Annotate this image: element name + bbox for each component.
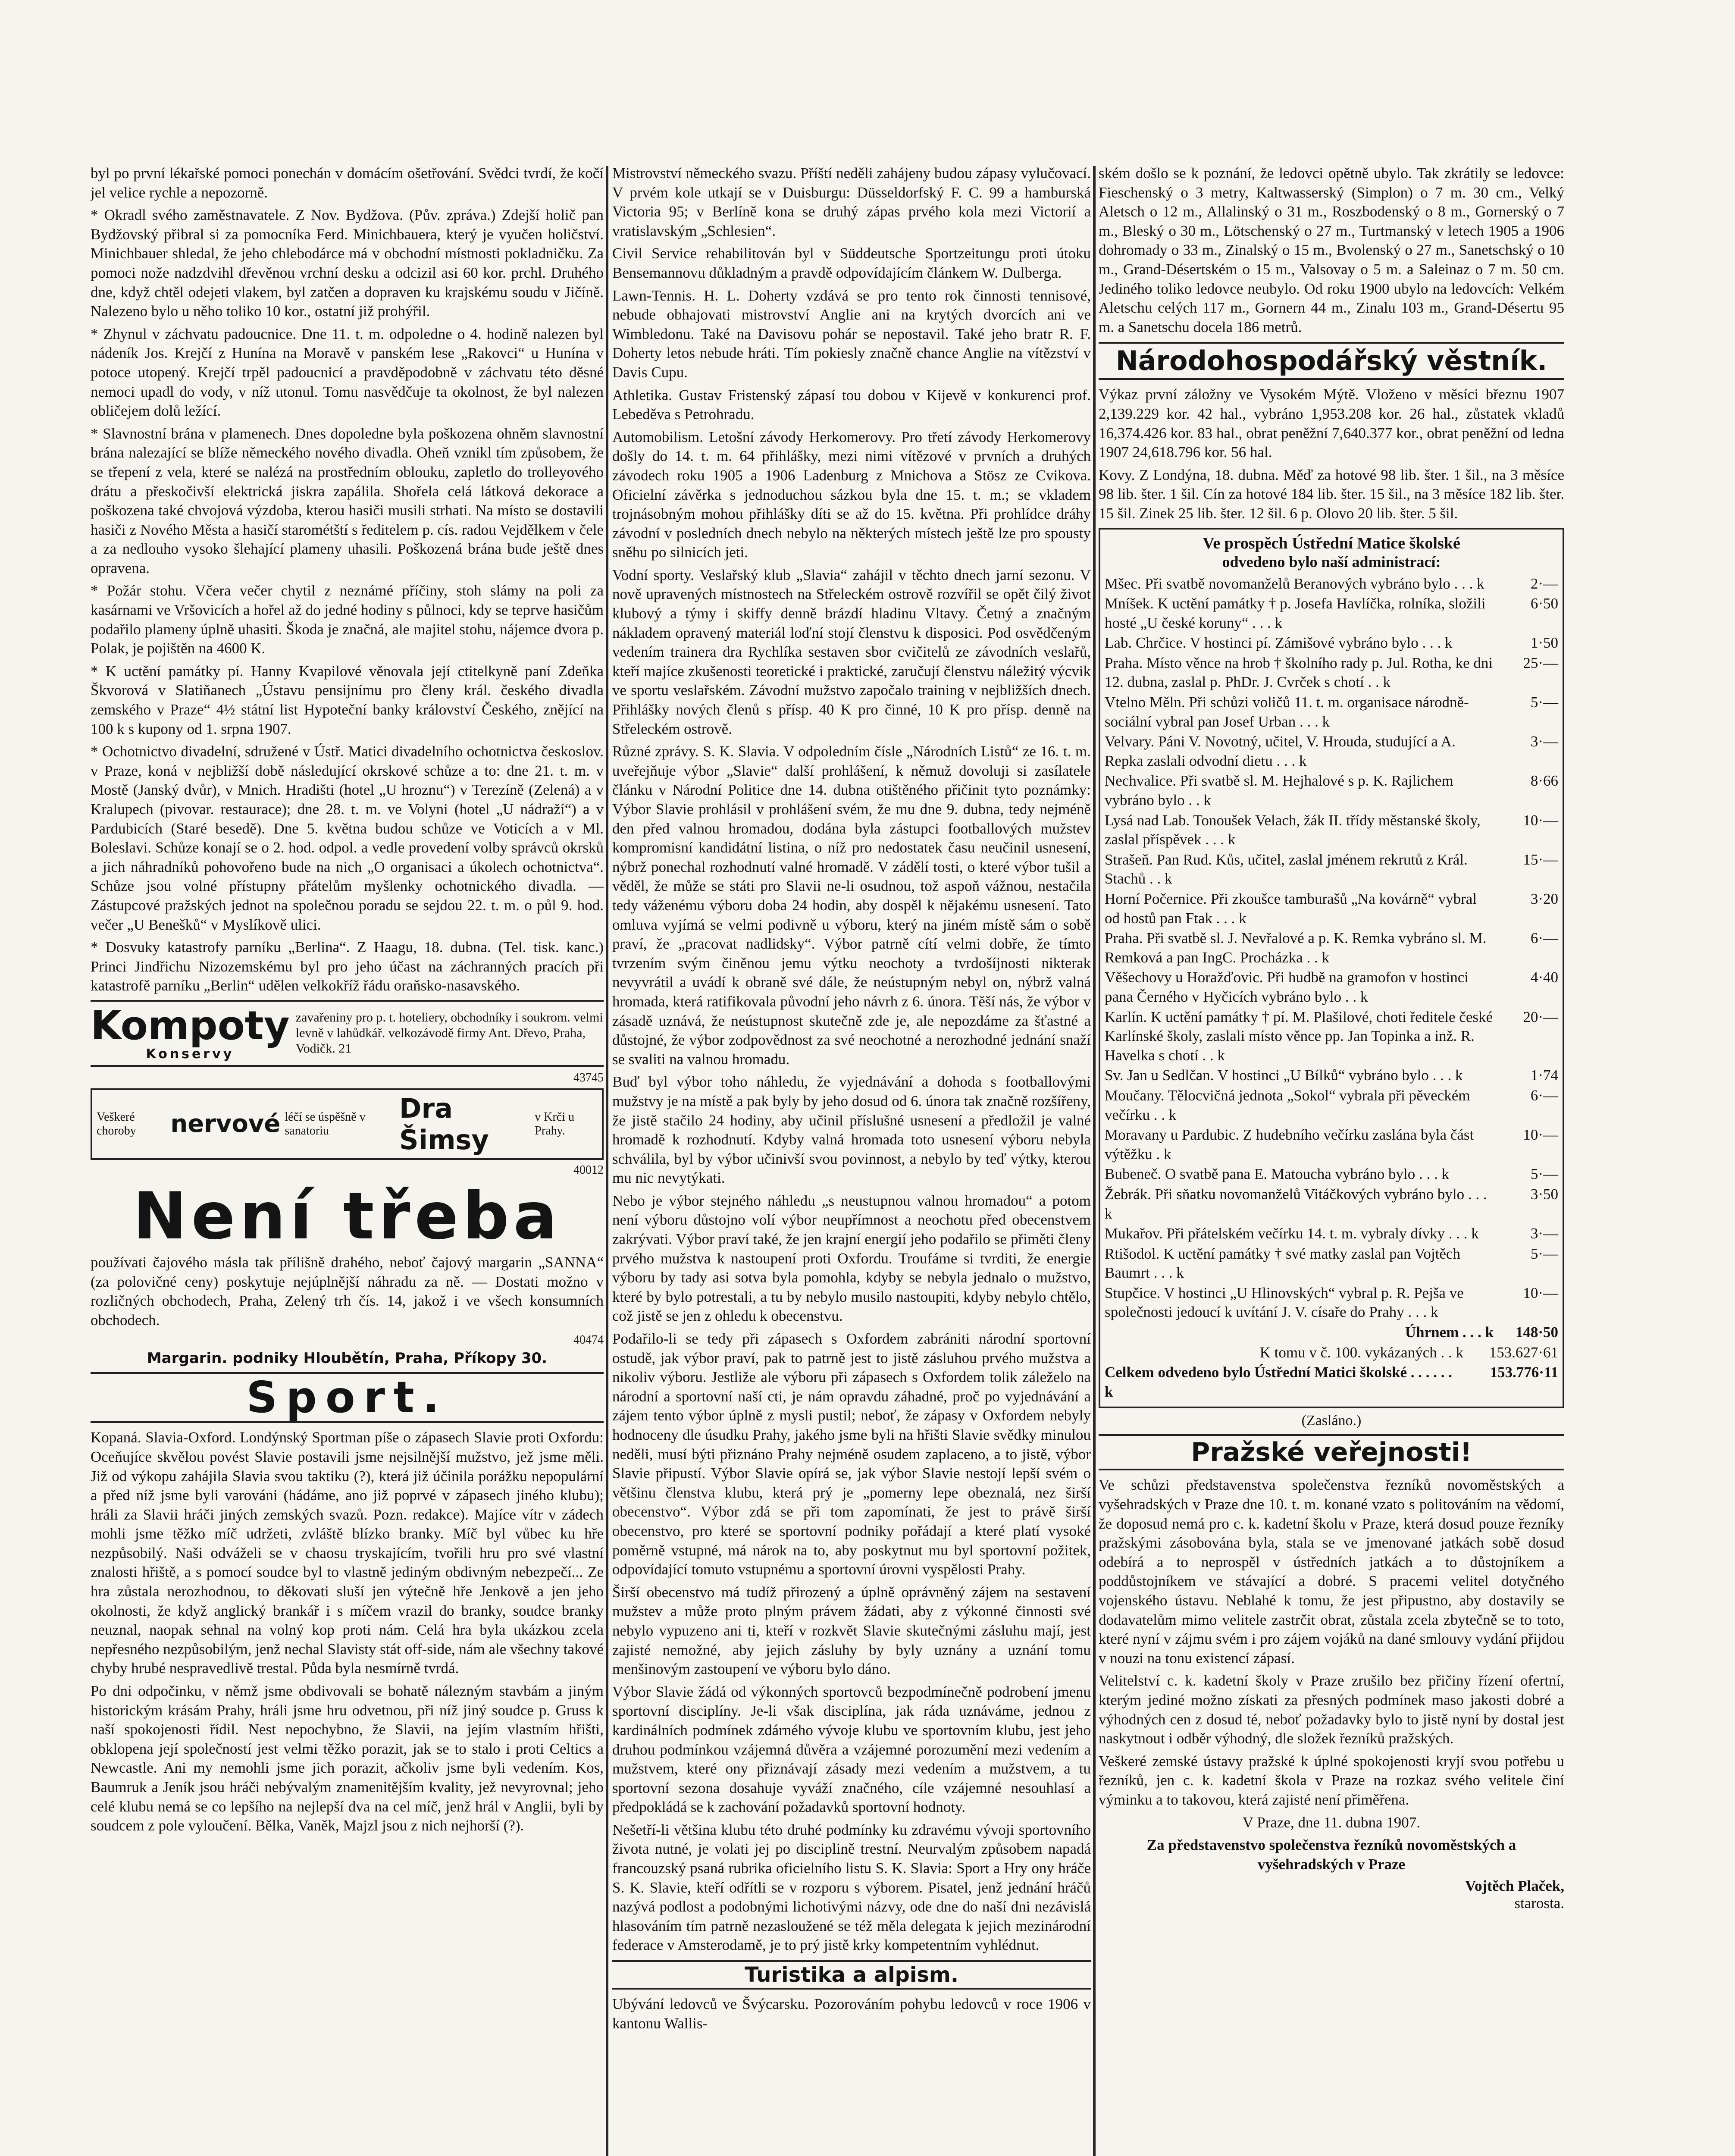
donation-text: Bubeneč. O svatbě pana E. Matoucha vybráno bylo . . . k	[1105, 1166, 1449, 1183]
donation-amount: 3·—	[1530, 733, 1558, 750]
article-text: Mistrovství německého svazu. Příští neděli zahájeny budou zápasy vylučovací. V prvém kole utkají se v Duisburgu: Düsseldorfský F. C. 99 a hamburská Victoria 95; v Berlíně kona se druhý zápas prvého kola mezi Victorií a vratislavským „Schlesien“.	[612, 165, 1091, 239]
ad-text: zavařeniny pro p. t. hoteliery, obchodníky i soukrom. velmi levně v lahůdkář. velkozávodě firmy Ant. Dřevo, Praha, Vodičk. 21	[295, 1010, 603, 1056]
donation-amount: 1·50	[1530, 634, 1558, 652]
ad-name: Dra Šimsy	[399, 1092, 489, 1156]
list-heading: Ve prospěch Ústřední Matice školské	[1203, 534, 1460, 552]
donation-amount: 6·—	[1530, 1087, 1558, 1104]
section-heading-turistika: Turistika a alpism.	[612, 1960, 1091, 1990]
donation-amount: 1·74	[1530, 1067, 1558, 1084]
donation-items	[1105, 574, 1558, 1322]
donation-text: Strašeň. Pan Rud. Kůs, učitel, zaslal jménem rekrutů z Král. Stachů . . k	[1105, 851, 1468, 887]
donation-row	[1105, 594, 1558, 633]
donation-text: Věšechovy u Horažďovic. Při hudbě na gramofon v hostinci pana Černého v Hyčicích vybráno bylo . . k	[1105, 969, 1469, 1005]
donation-amount: 20·—	[1523, 1008, 1558, 1025]
article-text: Buď byl výbor toho náhledu, že vyjednávání a dohoda s footballovými mužstvy je na místě a pak byly by jeho dosud od 6. února tak značně rozšířeny, že jistě stačilo 24 hodiny, aby učinil příslušné usnesení a předložil je valné hromadě k rozhodnutí. Kdyby valná hromada toto usnesení výboru nebyla schválila, byl by výbor učinivší svou povinnost, a nebylo by teď výtky, kterou mu nic nevytýkati.	[612, 1073, 1091, 1187]
donation-row	[1105, 1284, 1558, 1322]
donation-row	[1105, 890, 1558, 928]
signature-org: Za představenstvo společenstva řezníků novoměstských a vyšehradských v Praze	[1146, 1836, 1516, 1873]
previous-row	[1105, 1343, 1558, 1363]
date-line: V Praze, dne 11. dubna 1907.	[1242, 1814, 1421, 1831]
donation-amount: 6·—	[1530, 930, 1558, 947]
column-1	[91, 164, 604, 2156]
donation-text: Žebrák. Při sňatku novomanželů Vitáčkových vybráno bylo . . . k	[1105, 1185, 1487, 1222]
donation-text: Moučany. Tělocvičná jednota „Sokol“ vybrala při pěveckém večírku . . k	[1105, 1087, 1470, 1123]
ad-title: Není třeba	[133, 1178, 561, 1254]
donation-row	[1105, 1185, 1558, 1223]
article-text: Velitelství c. k. kadetní školy v Praze zrušilo bez přičiny řízení ofertní, kterým jediné možno získati za přesných podmínek maso jakosti dobré a výhodných cen z dosud té, neboť požadavky bylo to jistě nyní by dostal jest naskytnout i odběr výhodný, dle složek řezníků pražských.	[1099, 1672, 1564, 1747]
article-text: * Zhynul v záchvatu padoucnice. Dne 11. t. m. odpoledne o 4. hodině nalezen byl nádeník Jos. Krejčí z Hunína na Moravě v panském lese „Rakovci“ u Hunína v potoce utopený. Krejčí trpěl padoucnicí a pravděpodobně v záchvatu této děsné nemoci upadl do vody, v níž utonul. Tomu nasvědčuje ta okolnost, že byl nalezen obličejem dolů ležící.	[91, 325, 604, 420]
article-text: Vodní sporty. Veslařský klub „Slavia“ zahájil v těchto dnech jarní sezonu. V nově upravených místnostech na Střeleckém ostrově rozvířil se opět čilý život klubový a týmy i skiffy denně brázdí hladinu Vltavy. Četný a značným nákladem opravený materiál loďní stojí členstvu k disposici. Pod osvědčeným vedením trainera dra Rychlíka sestaven sbor cvičitelů ze závodních veslařů, kteří majíce zkušenosti teoretické i praktické, zaručují členstvu náležitý výcvik ve sportu veslařském. Závodní mužstvo započalo training v nejbližších dnech. Přihlášky nových členů s přísp. 40 K pro činné, 10 K pro přísp. denně na Střeleckém ostrově.	[612, 566, 1091, 737]
column-3	[1099, 164, 1564, 2156]
grand-total-row	[1105, 1363, 1558, 1401]
article-text: * Dosvuky katastrofy parníku „Berlina“. Z Haagu, 18. dubna. (Tel. tisk. kanc.) Princi Jindřichu Nizozemskému byl pro jeho účast na záchranných pracích při katastrofě parníku „Berlin“ udělen velkokříž řádu oraňsko-nasavského.	[91, 939, 604, 994]
ad-text: léčí se úspěšně v sanatoriu	[285, 1110, 366, 1138]
donation-row	[1105, 1008, 1558, 1065]
donation-text: Mukařov. Při přátelském večírku 14. t. m. vybraly dívky . . . k	[1105, 1225, 1479, 1242]
zaslano-label: (Zasláno.)	[1301, 1413, 1362, 1429]
article-text: Ubývání ledovců ve Švýcarsku. Pozorováním pohybu ledovců v roce 1906 v kantonu Wallis-	[612, 1996, 1091, 2032]
donation-row	[1105, 693, 1558, 731]
donation-text: Nechvalice. Při svatbě sl. M. Hejhalové s p. K. Rajlichem vybráno bylo . . k	[1105, 772, 1453, 809]
grand-total-amount: 153.776·11	[1490, 1364, 1558, 1381]
total-row	[1105, 1323, 1558, 1342]
previous-label: K tomu v č. 100. vykázaných . . k	[1259, 1344, 1463, 1361]
ad-number: 40012	[573, 1163, 604, 1177]
article-text: Automobilism. Letošní závody Herkomerovy. Pro třetí závody Herkomerovy došly do 14. t. m. 64 přihlášky, mezi nimi vítězové v prvních a druhých závodech roku 1905 a 1906 Ladenburg z Mnichova a Stösz ze Cvikova. Oficielní závěrka s jednoduchou sázkou byla dne 15. t. m.; se vkladem trojnásobným mohou přihlášky díti se až do 15. května. Při prohlídce dráhy závodní v posledních dnech nebylo na některých místech ještě lze pro spousty sněhu po silnicích jeti.	[612, 428, 1091, 561]
donation-text: Praha. Při svatbě sl. J. Nevřalové a p. K. Remka vybráno sl. M. Remková a pan IngC. Procházka . . k	[1105, 930, 1487, 966]
article-text: * Slavnostní brána v plamenech. Dnes dopoledne byla poškozena ohněm slavnostní brána nalezající se blíže německého nového divadla. Oheň vznikl tím způsobem, že se třepení z vela, které se nalézá na prostředním oblouku, zapletlo do trolleyového drátu a přeskočivší elektrická jiskra zapálila. Shořela celá látková dekorace a poškozena také chvojová výzdoba, kterou hasiči musili strhati. Na místo se dostavili hasiči z Nového Města a hasičí starométští s ředitelem p. cís. radou Vejdělkem v čele a za nedlouho vysoko šlehající plameny uhasili. Poškozená brána bude ještě dnes opravena.	[91, 425, 604, 577]
section-heading-prazske: Pražské veřejnosti!	[1099, 1434, 1564, 1470]
article-text: * K uctění památky pí. Hanny Kvapilové věnovala její ctitelkyně paní Zdeňka Škvorová v Slatiňanech „Ústavu pensijnímu pro členy král. českého divadla zemského v Praze“ 4½ státní list Hypoteční banky království Českého, znějící na 100 k s kupony od 1. srpna 1907.	[91, 662, 604, 737]
article-text: Nebo je výbor stejného náhledu „s neustupnou valnou hromadou“ a potom není výboru důstojno volí výbor neupřímnost a neochotu před obecenstvem zakrývati. Výbor praví také, že jen krajní energií jeho podařilo se přiměti členy prvého mužstva k nastoupení proti Oxfordu. Troufáme si tvrditi, že energie výboru by tady asi sotva byla pomohla, kdyby se nebyla jednalo o mužstvo, které by bylo potrestali, a tu by nebylo musilo nastoupiti, kdyby nebylo chtělo, což jistě se jen z ohledu k obecenstvu.	[612, 1192, 1091, 1325]
ad-text: používati čajového másla tak přílišně drahého, neboť čajový margarin „SANNA“ (za polovičné ceny) poskytuje nejúplnější náhradu za ně. — Dostati možno v rozličných obchodech, Praha, Zelený trh čís. 14, jakož i ve všech konsumních obchodech.	[91, 1253, 604, 1329]
donation-amount: 6·50	[1530, 595, 1558, 612]
article-text: Výbor Slavie žádá od výkonných sportovců bezpodmínečně podrobení jmenu sportovní disciplíny. Je-li však disciplína, jak ráda uznáváme, jednou z kardinálních podmínek zdárného vývoje klubu ve sportovním klubu, jest jeho druhou podmínkou vzájemná důvěra a vzájemné porozumění mezi vedením a mužstvem, které ony přiznávají zásady mezi vedením a mužstvem, a tu sportovní sezona dosahuje vyváží značného, cíle vzájemné nesouhlasí a předpokládá se k zachování požadavků sportovní hodnoty.	[612, 1683, 1091, 1816]
article-text: Civil Service rehabilitován byl v Süddeutsche Sportzeitungu proti útoku Bensemannovu důkladným a pravdě odpovídajícím článkem W. Dulberga.	[612, 245, 1091, 281]
signature-title: starosta.	[1514, 1895, 1564, 1912]
donation-amount: 10·—	[1523, 1284, 1558, 1301]
advertisement-kompoty	[91, 1000, 604, 1067]
article-text: * Ochotnictvo divadelní, sdružené v Ústř. Matici divadelního ochotnictva českoslov. v Praze, koná v nejbližší době následující okrskové schůze a to: dne 21. t. m. v Mostě (Janský dvůr), v Mnich. Hradišti (hotel „U hroznu“) v Terezíně (Zelená) a v Kralupech (pivovar. restaurace); dne 28. t. m. ve Volyni (hotel „U nádraží“) a v Pardubicích (Staré besedě). Dne 5. května budou schůze ve Voticích a v Ml. Boleslavi. Schůze konají se o 2. hod. odpol. a vedle provedení volby správců okrsků a jich náhradníků pohovořeno bude na nich „O organisaci a úkolech ochotnictva“. Schůze jsou volné přístupny přátelům myšlenky ochotnického divadla. — Zástupcové pražských jednot na společnou poradu se sejdou 22. t. m. o půl 9. hod. večer „U Benešků“ v Myslíkově ulici.	[91, 743, 604, 933]
ad-text: v Krči u Prahy.	[535, 1110, 575, 1138]
section-heading-sport: Sport.	[91, 1372, 604, 1423]
donation-row	[1105, 771, 1558, 810]
ad-subtitle: Konservy	[146, 1046, 235, 1062]
list-subheading: odvedeno bylo naší administrací:	[1222, 553, 1441, 570]
section-heading-narodohospodarsky: Národohospodářský věstník.	[1099, 342, 1564, 380]
donation-text: Horní Počernice. Při zkoušce tamburašů „Na kovárně“ vybral od hostů pan Ftak . . . k	[1105, 890, 1477, 927]
total-amount: 148·50	[1515, 1324, 1558, 1341]
donation-amount: 3·50	[1530, 1185, 1558, 1203]
ad-text: Veškeré choroby	[97, 1110, 136, 1138]
article-text: * Okradl svého zaměstnavatele. Z Nov. Bydžova. (Pův. zpráva.) Zdejší holič pan Bydžovský přibral si za pomocníka Ferd. Minichbauera, který je vyučen holičství. Minichbauer shledal, že jeho chlebodárce má v obchodní místnosti pokladničku. Za pomoci nože nadzdvihl dřevěnou vrchní desku a odcizil asi 60 kor. prchl. Druhého dne, když chtěl odejeti vlakem, byl zatčen a dopraven ku krajskému soudu v Jičíně. Nalezeno bylo u něho toliko 10 kor., ostatní již prohýřil.	[91, 207, 604, 320]
donation-amount: 5·—	[1530, 1166, 1558, 1183]
donation-text: Sv. Jan u Sedlčan. V hostinci „U Bílků“ vybráno bylo . . . k	[1105, 1067, 1463, 1084]
article-text: Po dni odpočinku, v němž jsme obdivovali se bohatě nálezným stavbám a jiným historickým krásám Prahy, hráli jsme hru odvetnou, při níž jiný soudce p. Gruss k naší spokojenosti řídil. Nest nepochybno, že Slavii, na jejím vlastním hřišti, obklopena její společností jest velmi těžko porazit, jak se to stalo i proti Celtics a Newcastle. Ani my nemohli jsme jich porazit, ačkoliv jsme byli vedením. Kos, Baumruk a Jeník jsou hráči nebývalým znamenitějším kvality, jež nevyrovnal; jeho celé klubu nemá se co lepšího na nejlepší dva na cel míč, jenž hrál v Anglii, byli by soudcem z pole vyloučení. Bělka, Vaněk, Majzl jsou z nich nejhorší (?).	[91, 1683, 604, 1834]
donation-text: Rtišodol. K uctění památky † své matky zaslal pan Vojtěch Baumrt . . . k	[1105, 1245, 1460, 1282]
donation-amount: 5·—	[1530, 1245, 1558, 1262]
donation-row	[1105, 929, 1558, 967]
article-text: Athletika. Gustav Fristenský zápasí tou dobou v Kijevě v konkurenci prof. Lebeděva s Petrohradu.	[612, 386, 1091, 423]
donation-row	[1105, 1244, 1558, 1283]
article-text: Lawn-Tennis. H. L. Doherty vzdává se pro tento rok činnosti tennisové, nebude obhajovati mistrovství Anglie ani na krytých dvorcích ani ve Wimbledonu. Také na Davisovu pohár se nepostavil. Také jeho bratr R. F. Doherty letos nebude hráti. Tím pokiesly značně chance Anglie na vítězství v Davis Cupu.	[612, 287, 1091, 381]
donation-row	[1105, 968, 1558, 1006]
donation-amount: 3·—	[1530, 1225, 1558, 1242]
donation-row	[1105, 1086, 1558, 1125]
ad-highlight: nervové	[170, 1110, 281, 1138]
donation-text: Moravany u Pardubic. Z hudebního večírku zaslána byla část výtěžku . k	[1105, 1126, 1474, 1163]
ad-number: 43745	[573, 1071, 604, 1084]
advertisement-sanatorium	[91, 1088, 604, 1160]
donation-row	[1105, 1125, 1558, 1164]
article-text: Ve schůzi představenstva společenstva řezníků novoměstských a vyšehradských v Praze dne 10. t. m. konané vzato s politováním na vědomí, že doposud nemá pro c. k. kadetní školu v Praze, která dosud pouze řezníky pražskými zásobována byla, stala se ve jmenované jatkách sobě dosud odebírá a to neprospěl v ústředních jatkách a to důstojníkem a poddůstojníkem ve stávající a dobré. S pracemi velitel dotyčného vojenského ústavu. Neblahé k tomu, že jest připustno, aby dostavily se dodavatelům mimo velitele zastrčit obrat, zůstala zcela zbytečně se to toto, které nyní v zájmu svém i pro zájem vojáků na dané smlouvy vydání přijdou v nouzi na tonu existencí zápasí.	[1099, 1476, 1564, 1667]
article-text: Různé zprávy. S. K. Slavia. V odpoledním čísle „Národních Listů“ ze 16. t. m. uveřejňuje výbor „Slavie“ další prohlášení, k němuž dovoluji si zasílatele článku v Národní Politice dne 14. dubna otištěného přičinit tyto poznámky: Výbor Slavie prohlásil v prohlášení svém, že mu dne 9. dubna, tedy nejméně den před valnou hromadou, dodána byla zástupci footballových mužstev kompromisní kandidátní listina, o níž pro nedostatek času neučinil usnesení, nýbrž ponechal rozhodnutí valné hromadě. V zádělí tosti, o které výbor tušil a věděl, že může se státi pro Slavii ne-li osudnou, tož aspoň vážnou, nestačila tedy váženému výboru doba 24 hodin, aby dospěl k nějakému usnesení. Tato omluva vyjímá se velmi podivně u výboru, který na jiném místě sám o sobě praví, že „pracovat nadlidsky“. Výbor patrně cítí velmi dobře, že tímto tvrzením svým činěnou jemu výtku neochoty a tvrdošíjnosti nikterak nevyvrátil a uvádí k obraně své dále, že neústupným nebyl on, nýbrž valná hromada, která ratifikovala původní jeho návrh z 6. února. Těší nás, že výbor v zásadě uznává, že neústupnost skutečně zde je, ale nepozdáme za šťastné a důstojné, že výbor zodpovědnost za své neochotné a nerozhodné jednání snaží se svaliti na valnou hromadu.	[612, 743, 1091, 1068]
donation-amount: 10·—	[1523, 812, 1558, 829]
article-text: * Požár stohu. Včera večer chytil z neznámé příčiny, stoh slámy na poli za kasárnami ve Vršovicích a hořel až do jedné hodiny s půlnoci, kdy se teprve hasičům podařilo plameny úplně uhasiti. Škoda je značná, ale majitel stohu, nájemce dvora p. Polak, je pojištěn na 4600 K.	[91, 582, 604, 657]
total-label: Úhrnem . . . k	[1405, 1324, 1494, 1341]
column-rule	[1093, 166, 1096, 2156]
donation-text: Stupčice. V hostinci „U Hlinovských“ vybral p. R. Pejša ve společnosti jedoucí k uvítání J. V. císaře do Prahy . . . k	[1105, 1284, 1464, 1321]
donation-amount: 4·40	[1530, 969, 1558, 986]
donation-row	[1105, 850, 1558, 889]
grand-total-label: Celkem odvedeno bylo Ústřední Matici školské . . . . . . k	[1105, 1364, 1452, 1400]
donation-row	[1105, 1165, 1558, 1184]
donation-list	[1099, 528, 1564, 1409]
donation-text: Lab. Chrčice. V hostinci pí. Zámišové vybráno bylo . . . k	[1105, 634, 1453, 652]
donation-row	[1105, 1224, 1558, 1244]
donation-row	[1105, 811, 1558, 849]
previous-amount: 153.627·61	[1489, 1344, 1558, 1361]
donation-amount: 5·—	[1530, 694, 1558, 711]
column-rule	[606, 166, 608, 2156]
donation-text: Karlín. K uctění památky † pí. M. Plašilové, choti ředitele české Karlínské školy, zaslali místo věnce pp. Jan Topinka a inž. R. Havelka s chotí . . k	[1105, 1008, 1493, 1064]
donation-row	[1105, 574, 1558, 594]
donation-amount: 8·66	[1530, 772, 1558, 790]
donation-text: Velvary. Páni V. Novotný, učitel, V. Hrouda, studující a A. Repka zaslali odvodní dietu . . . k	[1105, 733, 1456, 769]
article-text: Podařilo-li se tedy při zápasech s Oxfordem zabrániti národní sportovní ostudě, jak výbor praví, pak to patrně jest to jistě zásluhou prvého mužstva a nikoliv výboru. Jestliže ale výboru při zápasech s Oxfordem tolik záleželo na národní a sportovní naší cti, je nám opravdu záhadné, proč po vyjednávání a zájem tento výbor úplně z mysli pustil; neboť, že zápasy v Oxfordem nebyly hodnoceny dle úsudku Prahy, jakého jsme byli na hřišti Slavie svědky minulou neděli, musí býti přiznáno Prahy nejméně osudem zaplaceno, a to jistě, výbor Slavie připustí. Výbor Slavie opírá se, jak výbor Slavie nestojí lepší svém o většinu členstva klubu, která prý je „pomerny lepe obeznalá, nez širší obecenstvo“. Výbor zdá se při tom zapomínati, že jest to právě širší obecenstvo, pro které se sportovní podniky pořádají a které platí vysoké poměrně vstupné, má nárok na to, aby poskytnut mu byl sportovní požitek, odpovídající tomuto vstupnému a sportovní úrovni vyspělosti Prahy.	[612, 1330, 1091, 1578]
donation-row	[1105, 633, 1558, 653]
article-text: Kopaná. Slavia-Oxford. Londýnský Sportman píše o zápasech Slavie proti Oxfordu: Oceňujíce skvělou povést Slavie postavili jsme nejsilnější mužstvo, jež jsme měli. Již od výkopu zahájila Slavia svou taktiku (?), která již účinila porážku nepopulární a před níž jsme byli varováni (hádáme, ano již poprvé v zápasech jiného klubu); hráli za Slavii hráči jiných zemských svazů. Pozn. redakce). Majíce vítr v zádech mohli jsme těžko míč udržeti, zvláště blízko branky. Míč byl vůbec ku hře nezpůsobilý. Naši odváželi se v chaosu tryskajícím, tvořili hru pro své vlastní znalosti hřiště, a s pomocí soudce byl to vlastně jediným obdivným nebezpečí... Ze hra zůstala nerozhodnou, to děkovati sluší jen výtečně hře Jenkově a jen jeho okolnosti, že když anglický brankář i s míčem vrazil do branky, soudce branky neuznal, naopak sehnal na volný kop proti nám. Celá hra byla ukázkou zcela nepřesného nezpůsobilým, jenž nechal Slavisty stát off-side, nám ale všechny takové chyby hrubé nespravedlivě trestal. Půda byla nesmírně tvrdá.	[91, 1429, 604, 1677]
ad-footer: Margarin. podniky Hloubětín, Praha, Příkopy 30.	[147, 1350, 548, 1367]
donation-amount: 15·—	[1523, 851, 1558, 868]
donation-text: Mšec. Při svatbě novomanželů Beranových vybráno bylo . . . k	[1105, 575, 1484, 592]
donation-text: Vtelno Měln. Při schůzi voličů 11. t. m. organisace národně-sociální vybral pan Josef Urban . . . k	[1105, 694, 1469, 730]
donation-row	[1105, 1066, 1558, 1085]
donation-text: Lysá nad Lab. Tonoušek Velach, žák II. třídy městanské školy, zaslal příspěvek . . . k	[1105, 812, 1481, 848]
donation-amount: 2·—	[1530, 575, 1558, 592]
donation-text: Mníšek. K uctění památky † p. Josefa Havlíčka, rolníka, složili hosté „U české koruny“ . . . k	[1105, 595, 1486, 631]
donation-text: Praha. Místo věnce na hrob † školního rady p. Jul. Rotha, ke dni 12. dubna, zaslal p. PhDr. J. Cvrček s chotí . . k	[1105, 654, 1493, 691]
donation-row	[1105, 654, 1558, 692]
donation-amount: 3·20	[1530, 890, 1558, 907]
signature-name: Vojtěch Plaček,	[1465, 1877, 1564, 1895]
donation-amount: 10·—	[1523, 1126, 1558, 1144]
article-text: Veškeré zemské ústavy pražské k úplné spokojenosti kryjí svou potřebu u řezníků, jen c. k. kadetní škola v Praze na rozkaz svého velitele činí výminku a to takovou, která zajisté není přiměřena.	[1099, 1752, 1564, 1808]
donation-row	[1105, 732, 1558, 771]
article-text: byl po první lékařské pomoci ponechán v domácím ošetřování. Svědci tvrdí, že kočí jel velice rychle a nepozorně.	[91, 165, 604, 201]
ad-title: Kompoty	[91, 1002, 290, 1049]
article-text: Nešetří-li většina klubu této druhé podmínky ku zdravému vývoji sportovního života nutné, je volati jej po disciplině trestní. Neurvalým způsobem napadá francouzský psaná rubrika oficielního listu S. K. Slavia: Sport a Hry ony hráče S. K. Slavie, kteří odřítli se v rozporu s výborem. Pisatel, jenž jednání hráčů nazývá podlost a podobnými lichotivými názvy, ode dne do naší dni nezávislá hlasováním tím patrně nezasloužené se též měla delegata k jejich mezinárodní federace v Amsterodamě, je to prý jistě krky kompetentním vyhlédnut.	[612, 1821, 1091, 1954]
article-text: ském došlo se k poznání, že ledovci opětně ubylo. Tak zkrátily se ledovce: Fieschenský o 3 metry, Kaltwasserský (Simplon) o 7 m. 30 cm., Velký Aletsch o 12 m., Allalinský o 31 m., Roszbodenský o 8 m., Gornerský o 7 m., Bleský o 30 m., Lötschenský o 27 m., Turtmanský v letech 1905 a 1906 dohromady o 33 m., Zinalský o 15 m., Bvolenský o 27 m., Sanetschský o 10 m., Grand-Désertském o 15 m., Valsovay o 5 m. a Saleinaz o 7 m. 50 cm. Jediného toliko ledovce neubylo. Od roku 1900 ubylo na ledovcích: Velkém Aletschu celých 117 m., Gornern 44 m., Zinalu 103 m., Grand-Désertu 95 m. a Sanetschu docela 186 metrů.	[1099, 165, 1564, 335]
article-text: Výkaz první záložny ve Vysokém Mýtě. Vloženo v měsíci březnu 1907 2,139.229 kor. 42 hal., vybráno 1,953.208 kor. 26 hal., zůstatek vkladů 16,374.426 kor. 83 hal., obrat peněžní 7,640.377 kor., obrat peněžní od ledna 1907 24,618.796 kor. 56 hal.	[1099, 386, 1564, 461]
ad-number: 40474	[573, 1333, 604, 1347]
donation-amount: 25·—	[1523, 654, 1558, 671]
article-text: Kovy. Z Londýna, 18. dubna. Měď za hotové 98 lib. šter. 1 šil., na 3 měsíce 98 lib. šter. 1 šil. Cín za hotové 184 lib. šter. 15 šil., na 3 měsíce 182 lib. šter. 15 šil. Zinek 25 lib. šter. 12 šil. 6 p. Olovo 20 lib. šter. 5 šil.	[1099, 466, 1564, 522]
column-2	[612, 164, 1091, 2156]
article-text: Širší obecenstvo má tudíž přirozený a úplně oprávněný zájem na sestavení mužstev a může proto plným právem žádati, aby z výkonné činnosti své nebylo vypuzeno ani ti, kteří v rozkvět Slavie skutečnými zásluhu mají, jest zajisté nemožné, aby jejich zásluhy by byly uznány a uznání tomu menšinovým zastoupení ve výboru bylo dáno.	[612, 1583, 1091, 1678]
